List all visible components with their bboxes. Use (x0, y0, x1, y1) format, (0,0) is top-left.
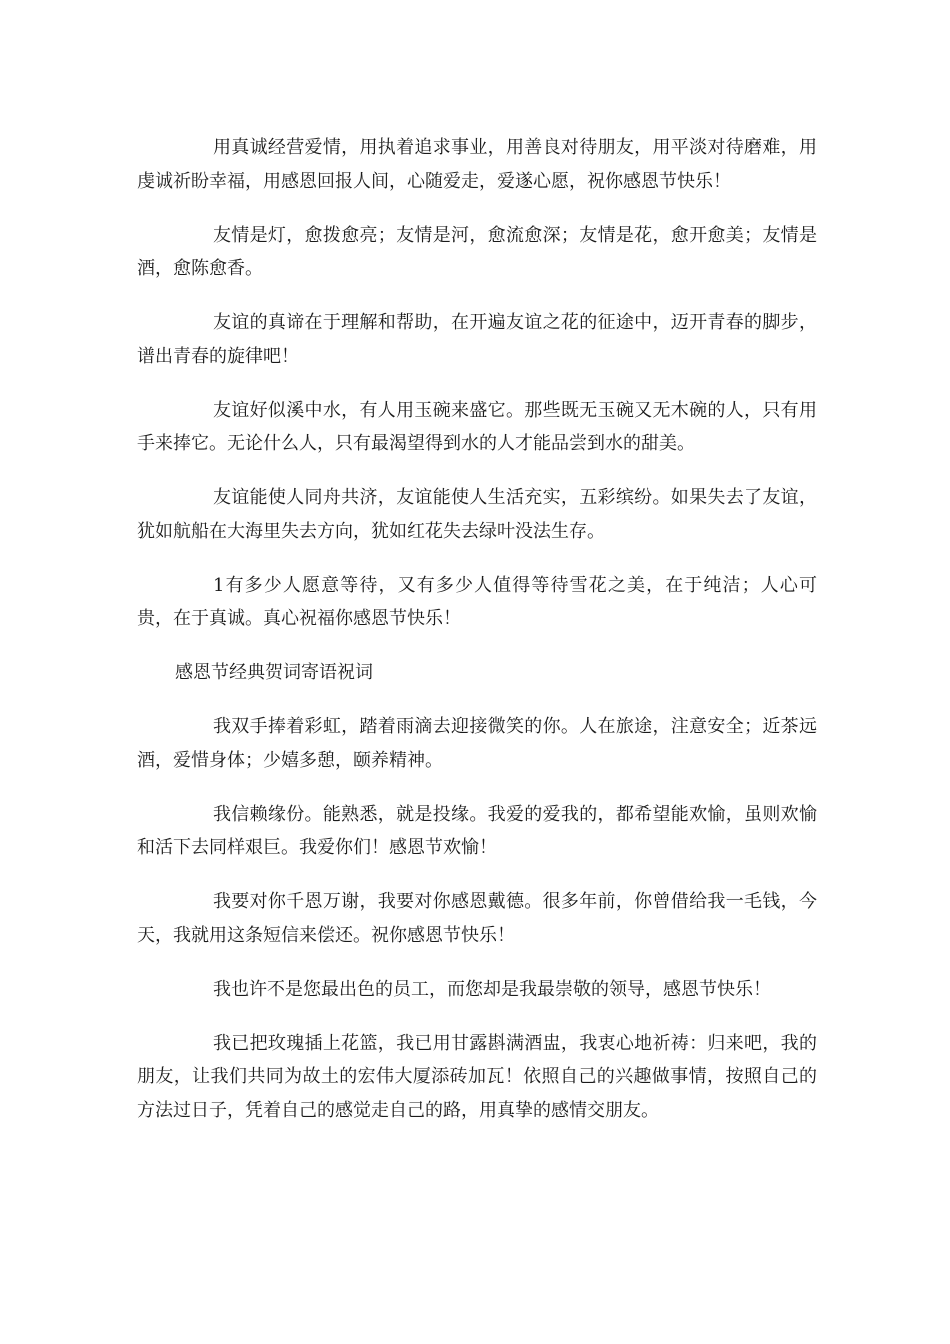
paragraph-8: 我信赖缘份。能熟悉，就是投缘。我爱的爱我的，都希望能欢愉，虽则欢愉和活下去同样艰巨。我爱你们！感恩节欢愉！ (137, 803, 817, 858)
paragraph-4: 友谊好似溪中水，有人用玉碗来盛它。那些既无玉碗又无木碗的人，只有用手来捧它。无论什么人，只有最渴望得到水的人才能品尝到水的甜美。 (137, 399, 817, 454)
paragraph-6: 1有多少人愿意等待，又有多少人值得等待雪花之美，在于纯洁；人心可贵，在于真诚。真心祝福你感恩节快乐！ (137, 574, 817, 629)
paragraph-7: 我双手捧着彩虹，踏着雨滴去迎接微笑的你。人在旅途，注意安全；近茶远酒，爱惜身体；少嬉多憩，颐养精神。 (137, 716, 817, 771)
document-body (137, 131, 817, 1148)
paragraph-11: 我已把玫瑰插上花篮，我已用甘露斟满酒盅，我衷心地祈祷：归来吧，我的朋友，让我们共同为故土的宏伟大厦添砖加瓦！依照自己的兴趣做事情，按照自己的方法过日子，凭着自己的感觉走自己的路，用真挚的感情交朋友。 (137, 1032, 817, 1121)
paragraph-10: 我也许不是您最出色的员工，而您却是我最崇敬的领导，感恩节快乐！ (213, 978, 771, 1000)
paragraph-5: 友谊能使人同舟共济，友谊能使人生活充实，五彩缤纷。如果失去了友谊，犹如航船在大海里失去方向，犹如红花失去绿叶没法生存。 (137, 487, 817, 542)
paragraph-2: 友情是灯，愈拨愈亮；友情是河，愈流愈深；友情是花，愈开愈美；友情是酒，愈陈愈香。 (137, 224, 817, 279)
paragraph-1: 用真诚经营爱情，用执着追求事业，用善良对待朋友，用平淡对待磨难，用虔诚祈盼幸福，用感恩回报人间，心随爱走，爱遂心愿，祝你感恩节快乐！ (137, 137, 817, 192)
section-heading: 感恩节经典贺词寄语祝词 (175, 662, 373, 683)
paragraph-9: 我要对你千恩万谢，我要对你感恩戴德。很多年前，你曾借给我一毛钱，今天，我就用这条短信来偿还。祝你感恩节快乐！ (137, 891, 817, 946)
paragraph-3: 友谊的真谛在于理解和帮助，在开遍友谊之花的征途中，迈开青春的脚步，谱出青春的旋律吧！ (137, 312, 817, 367)
